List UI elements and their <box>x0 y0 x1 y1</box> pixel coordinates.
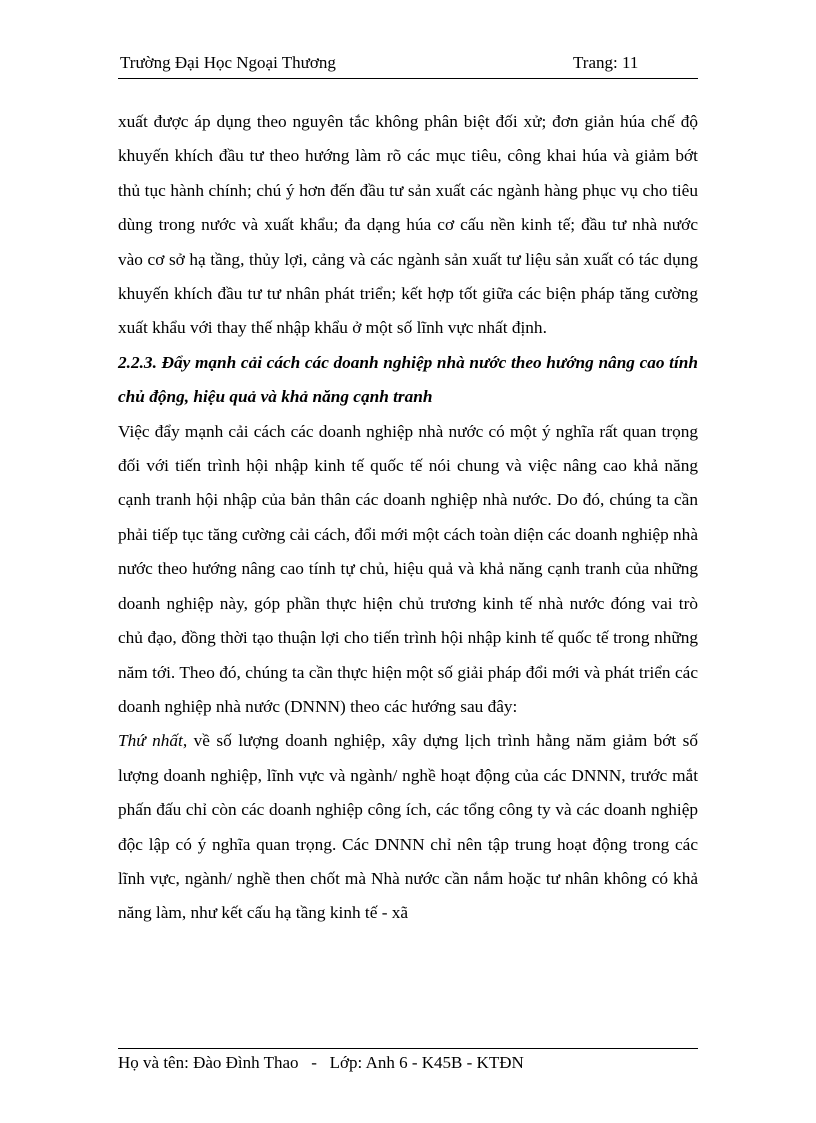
school-name: Trường Đại Học Ngoại Thương <box>120 53 336 72</box>
paragraph-3-lead: Thứ nhất <box>118 731 183 751</box>
author-info: Họ và tên: Đào Đình Thao - Lớp: Anh 6 - K45B - KTĐN <box>118 1053 524 1072</box>
page-number: Trang: 11 <box>573 53 639 72</box>
page-footer <box>118 1048 698 1073</box>
page-header <box>118 52 698 79</box>
paragraph-2: Việc đẩy mạnh cải cách các doanh nghiệp nhà nước có một ý nghĩa rất quan trọng đối với tiến trình hội nhập kinh tế quốc tế nói chung và việc nâng cao khả năng cạnh tranh hội nhập của bản thân các doanh nghiệp nhà nước. Do đó, chúng ta cần phải tiếp tục tăng cường cải cách, đổi mới một cách toàn diện các doanh nghiệp nhà nước theo hướng nâng cao tính tự chủ, hiệu quả và khả năng cạnh tranh của những doanh nghiệp này, góp phần thực hiện chủ trương kinh tế nhà nước đóng vai trò chủ đạo, đồng thời tạo thuận lợi cho tiến trình hội nhập kinh tế quốc tế trong những năm tới. Theo đó, chúng ta cần thực hiện một số giải pháp đổi mới và phát triển các doanh nghiệp nhà nước (DNNN) theo các hướng sau đây: <box>118 421 698 716</box>
paragraph-3-text: , về số lượng doanh nghiệp, xây dựng lịch trình hằng năm giảm bớt số lượng doanh nghiệp, lĩnh vực và ngành/ nghề hoạt động của các DNNN, trước mắt phấn đấu chỉ còn các doanh nghiệp công ích, các tổng công ty và các doanh nghiệp độc lập có ý nghĩa quan trọng. Các DNNN chỉ nên tập trung hoạt động trong các lĩnh vực, ngành/ nghề then chốt mà Nhà nước cần nắm hoặc tư nhân không có khả năng làm, như kết cấu hạ tầng kinh tế - xã <box>118 731 698 923</box>
paragraph-1: xuất được áp dụng theo nguyên tắc không phân biệt đối xử; đơn giản húa chế độ khuyến khích đầu tư theo hướng làm rõ các mục tiêu, công khai húa và giảm bớt thủ tục hành chính; chú ý hơn đến đầu tư sản xuất các ngành hàng phục vụ cho tiêu dùng trong nước và xuất khẩu; đa dạng húa cơ cấu nền kinh tế; đầu tư nhà nước vào cơ sở hạ tầng, thủy lợi, cảng và các ngành sản xuất tư liệu sản xuất có tác dụng khuyến khích đầu tư tư nhân phát triển; kết hợp tốt giữa các biện pháp tăng cường xuất khẩu với thay thế nhập khẩu ở một số lĩnh vực nhất định. <box>118 112 698 338</box>
section-heading-2-2-3: 2.2.3. Đẩy mạnh cải cách các doanh nghiệp nhà nước theo hướng nâng cao tính chủ động, hiệu quả và khả năng cạnh tranh <box>118 352 698 407</box>
paragraph-3 <box>118 724 698 930</box>
document-body <box>118 105 698 931</box>
